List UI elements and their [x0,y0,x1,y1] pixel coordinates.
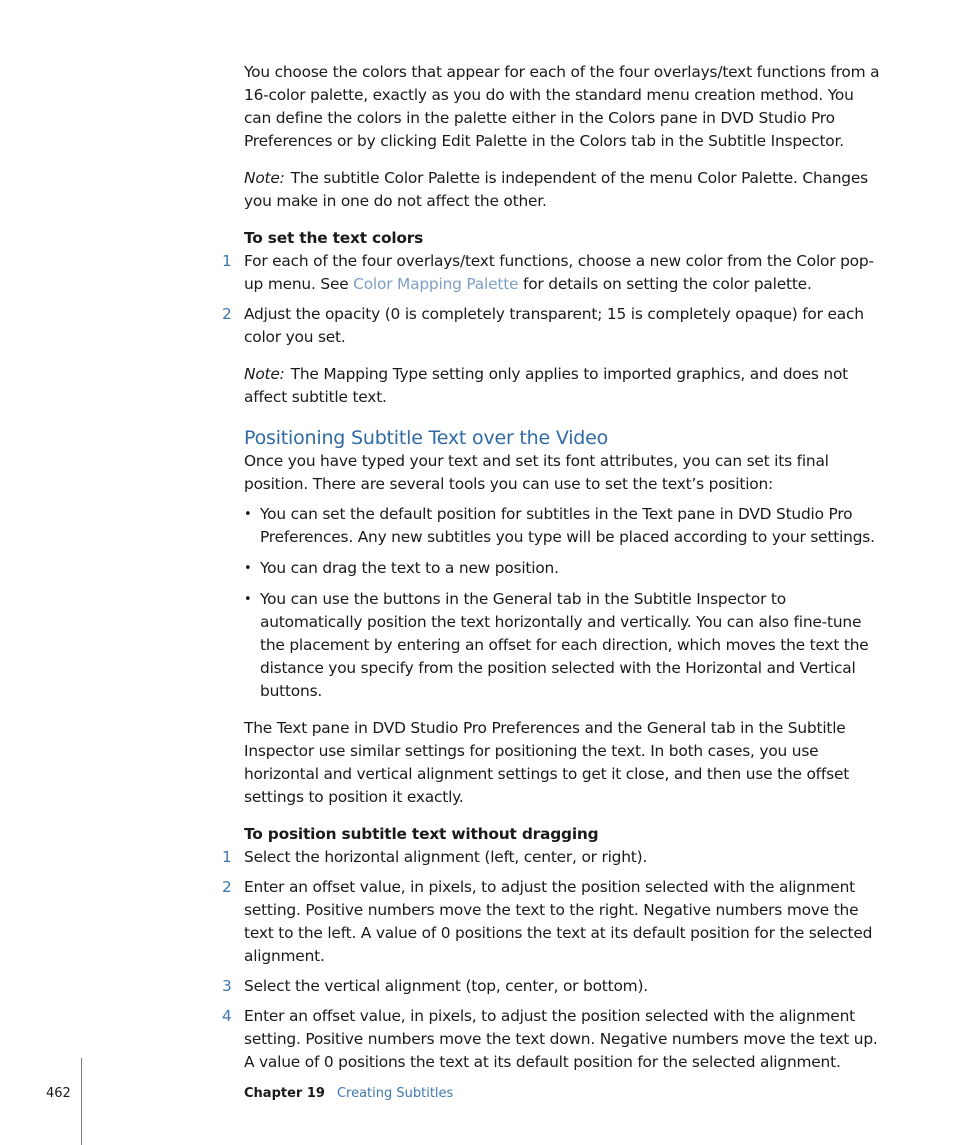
bullet-text: You can set the default position for subtitles in the Text pane in DVD Studio Pro Preferences. Any new subtitles you type will be placed according to your settings. [260,505,875,546]
note-text: The subtitle Color Palette is independent of the menu Color Palette. Changes you make in one do not affect the other. [244,169,868,210]
step-number: 2 [222,878,232,896]
section-heading: Positioning Subtitle Text over the Video [244,427,609,449]
list-item [244,588,884,703]
step-number: 4 [222,1007,232,1025]
page-content [222,61,884,1081]
step-item [222,303,884,349]
note-paragraph [244,363,884,409]
footer-divider [81,1058,82,1145]
intro-paragraph: You choose the colors that appear for each of the four overlays/text functions from a 16-color palette, exactly as you do with the standard menu creation method. You can define the colors in the palette either in the Colors pane in DVD Studio Pro Preferences or by clicking Edit Palette in the Colors tab in the Subtitle Inspector. [244,63,880,150]
step-number: 1 [222,252,232,270]
step-text: Select the vertical alignment (top, center, or bottom). [244,977,648,995]
note-label: Note: [244,365,285,383]
step-item [222,1005,884,1074]
list-item [244,557,884,580]
step-number: 3 [222,977,232,995]
step-number: 1 [222,848,232,866]
chapter-title-link[interactable]: Creating Subtitles [336,1086,454,1101]
step-item [222,250,884,296]
step-text: Enter an offset value, in pixels, to adjust the position selected with the alignment setting. Positive numbers move the text down. Negative numbers move the text up. A value of 0 positions the text at its default position for the selected alignment. [244,1007,878,1071]
section-paragraph: The Text pane in DVD Studio Pro Preferences and the General tab in the Subtitle Inspector use similar settings for positioning the text. In both cases, you use horizontal and vertical alignment settings to get it close, and then use the offset settings to position it exactly. [244,719,850,806]
step-text: Adjust the opacity (0 is completely transparent; 15 is completely opaque) for each color you set. [244,305,864,346]
bullet-marker: • [244,592,252,607]
step-item [222,876,884,968]
step-text: for details on setting the color palette. [518,275,812,293]
section-intro: Once you have typed your text and set its font attributes, you can set its final position. There are several tools you can use to set the text’s position: [244,452,829,493]
chapter-footer [244,1086,453,1101]
step-text: For each of the four overlays/text functions, choose a new color from the Color pop-up menu. See [244,252,874,293]
chapter-label: Chapter 19 [244,1086,325,1101]
task-heading-set-colors: To set the text colors [244,229,424,247]
note-paragraph [244,167,884,213]
bullet-marker: • [244,507,252,522]
bullet-text: You can use the buttons in the General tab in the Subtitle Inspector to automatically position the text horizontally and vertically. You can also fine-tune the placement by entering an offset for each direction, which moves the text the distance you specify from the position selected with the Horizontal and Vertical buttons. [260,590,869,700]
bullet-marker: • [244,561,252,576]
list-item [244,503,884,549]
page-number: 462 [46,1086,71,1101]
step-item [222,846,884,869]
step-text: Select the horizontal alignment (left, center, or right). [244,848,648,866]
task-heading-position-text: To position subtitle text without dragging [244,825,599,843]
bullet-list [244,503,884,703]
note-text: The Mapping Type setting only applies to imported graphics, and does not affect subtitle text. [244,365,849,406]
bullet-text: You can drag the text to a new position. [260,559,559,577]
color-mapping-palette-link[interactable]: Color Mapping Palette [353,275,519,293]
note-label: Note: [244,169,285,187]
step-item [222,975,884,998]
step-number: 2 [222,305,232,323]
step-text: Enter an offset value, in pixels, to adjust the position selected with the alignment setting. Positive numbers move the text to the right. Negative numbers move the text to the left. A value of 0 positions the text at its default position for the selected alignment. [244,878,873,965]
